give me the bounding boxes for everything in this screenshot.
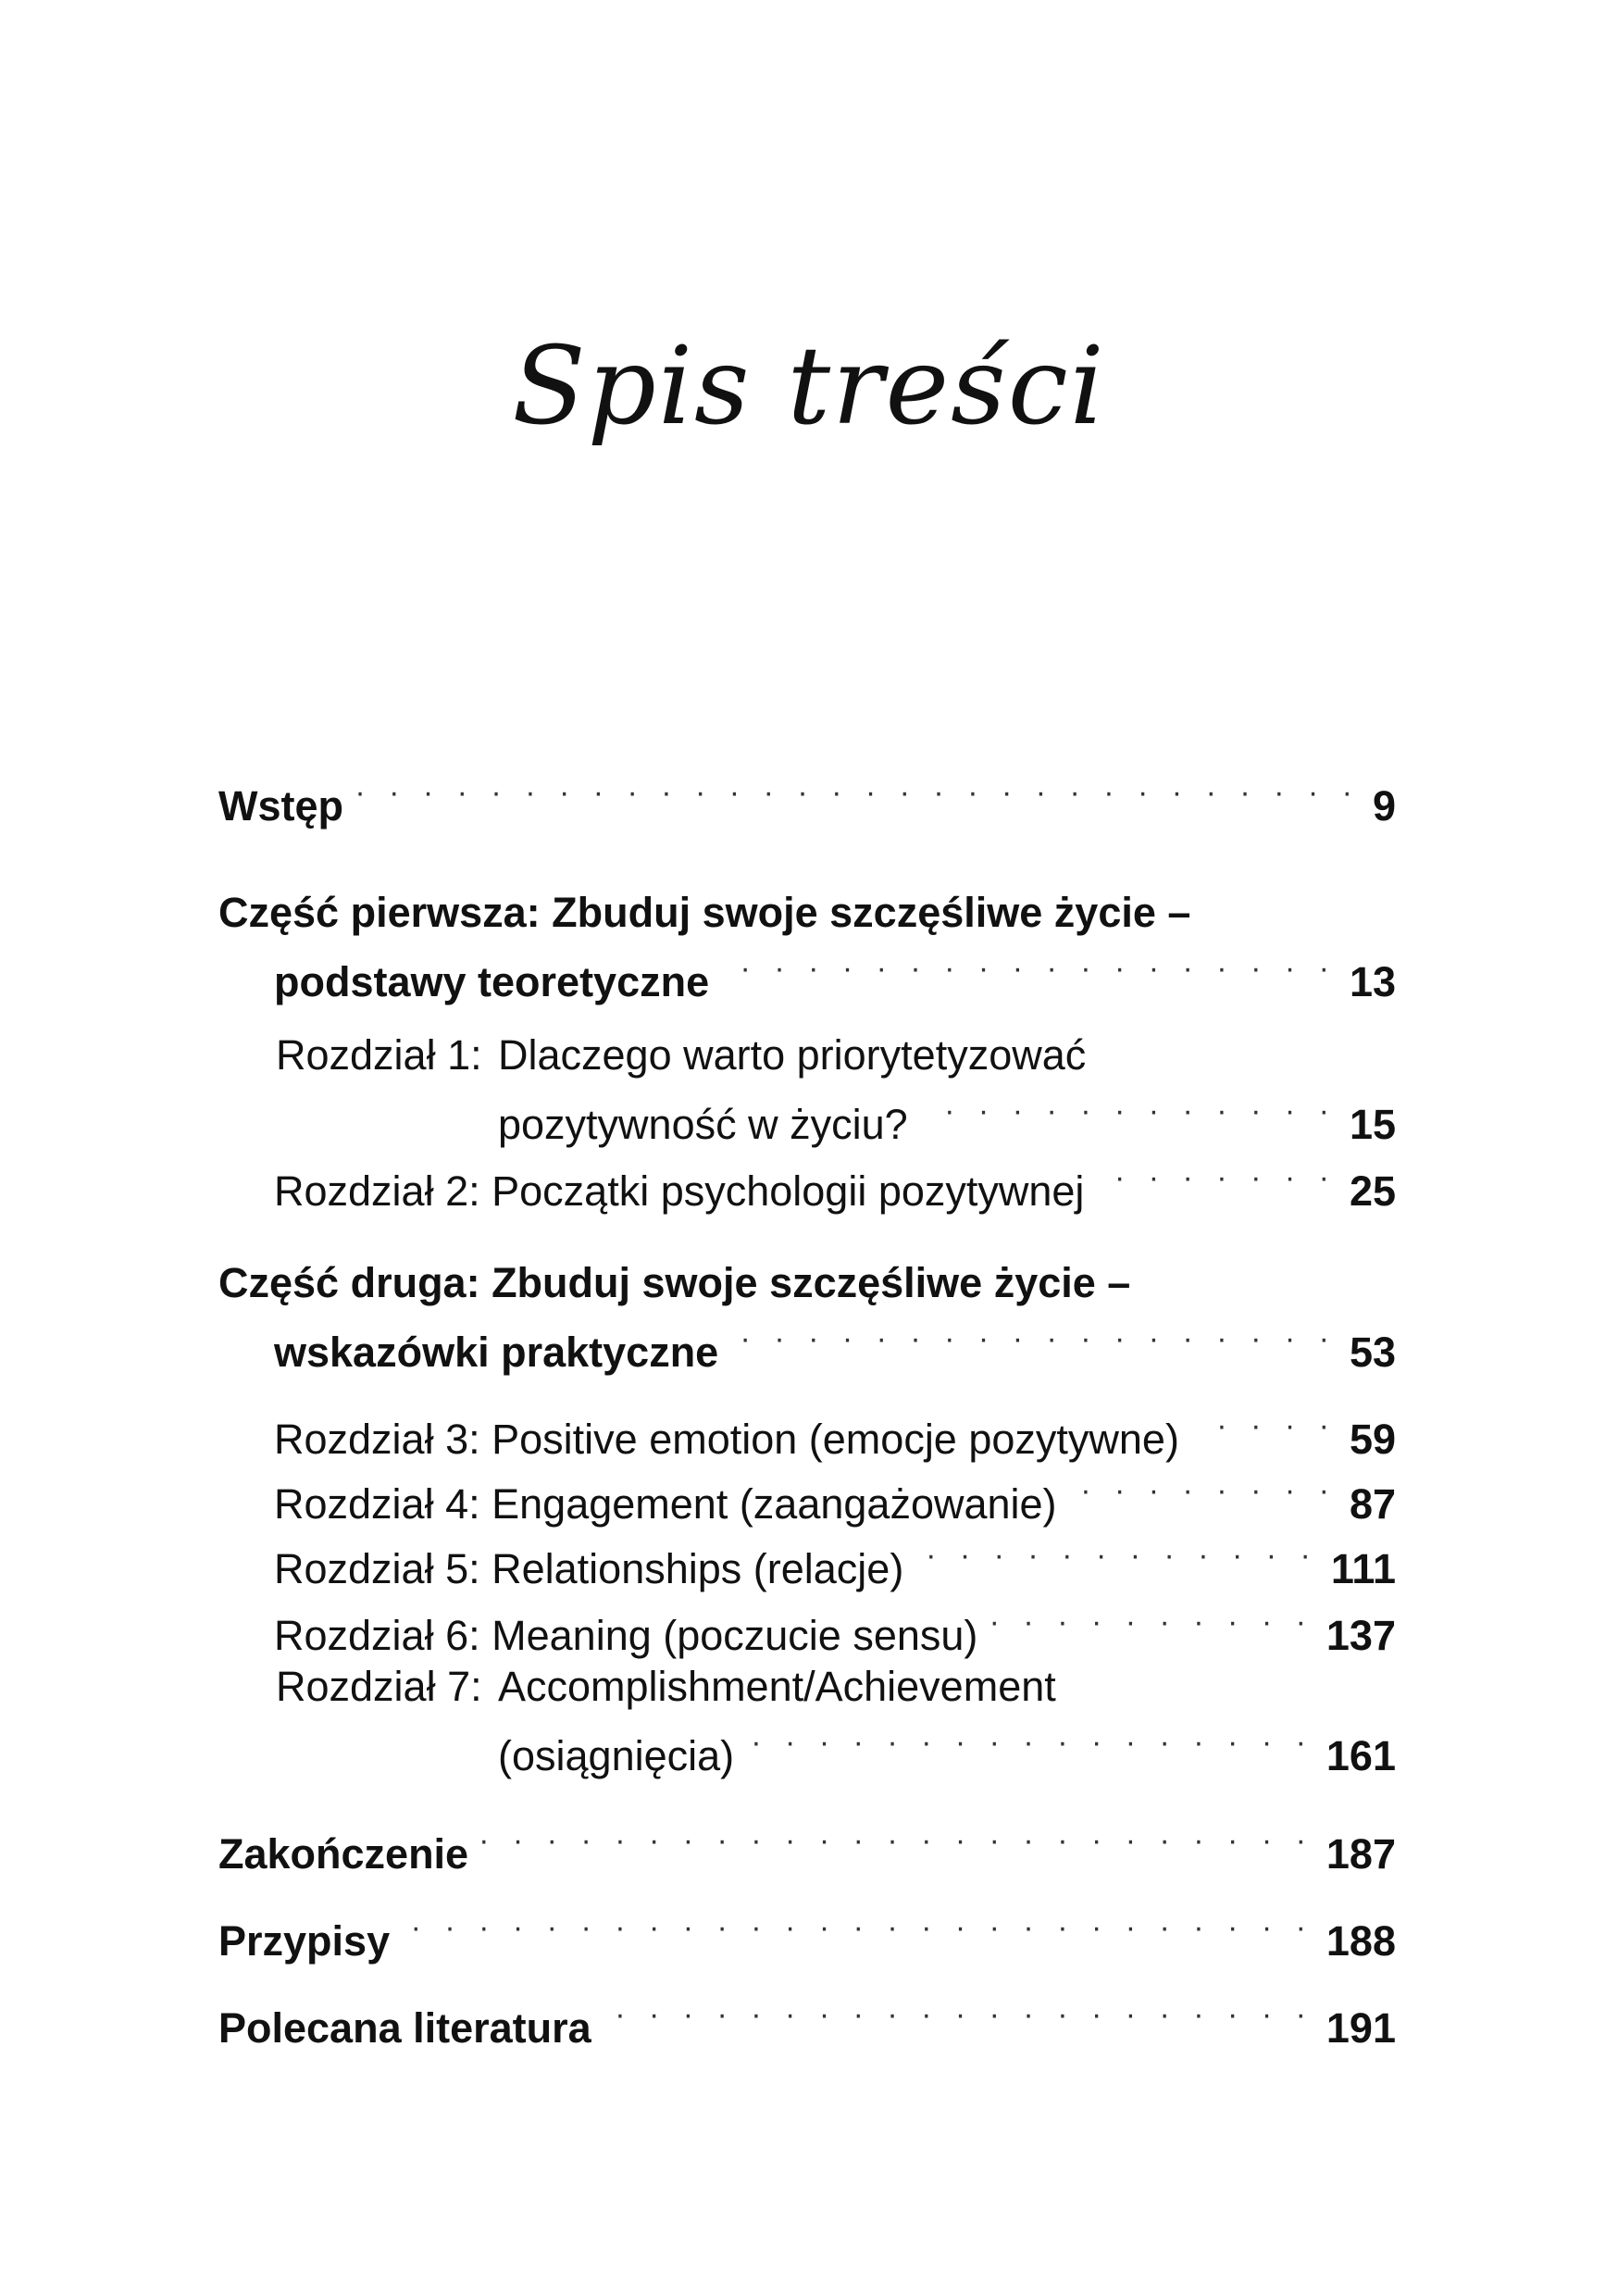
toc-page-number: 191 — [1326, 2004, 1396, 2052]
dot-leader — [990, 1594, 1313, 1650]
page-title: Spis treści — [512, 324, 1106, 449]
toc-page-number: 161 — [1326, 1732, 1396, 1779]
dot-leader — [916, 1528, 1318, 1583]
toc-page-number: 15 — [1349, 1101, 1396, 1148]
toc-page-number: 25 — [1349, 1167, 1396, 1215]
toc-page-number: 53 — [1349, 1329, 1396, 1376]
toc-chapter1-prefix: Rozdział 1: — [276, 1031, 482, 1079]
toc-chapter-prefix: Rozdział 3: — [274, 1416, 480, 1463]
toc-chapter-title: Positive emotion (emocje pozytywne) — [492, 1416, 1179, 1463]
dot-leader — [731, 1311, 1337, 1366]
toc-entry-label — [274, 1541, 903, 1597]
toc-entry-label: wskazówki praktyczne — [274, 1329, 719, 1376]
dot-leader — [604, 1987, 1313, 2042]
dot-leader — [1070, 1463, 1337, 1518]
dot-leader — [747, 1715, 1313, 1770]
toc-entry-label: Przypisy — [218, 1917, 391, 1965]
toc-chapter7-line1[interactable]: Accomplishment/Achievement — [498, 1663, 1056, 1710]
toc-entry-chapter3[interactable] — [274, 1398, 1396, 1463]
toc-chapter-title: Meaning (poczucie sensu) — [492, 1612, 978, 1659]
toc-chapter1-line1[interactable]: Dlaczego warto priorytetyzować — [498, 1031, 1087, 1079]
toc-entry-label: podstawy teoretyczne — [274, 958, 710, 1005]
toc-entry-label — [274, 1164, 1084, 1219]
toc-page-number: 188 — [1326, 1917, 1396, 1965]
toc-entry-intro[interactable] — [218, 765, 1396, 830]
toc-page-number: 13 — [1349, 958, 1396, 1005]
toc-entry-literature[interactable] — [218, 1987, 1396, 2052]
toc-chapter7-prefix: Rozdział 7: — [276, 1663, 482, 1710]
toc-entry-chapter7[interactable] — [498, 1715, 1396, 1779]
dot-leader — [1192, 1398, 1337, 1454]
toc-chapter-title: Engagement (zaangażowanie) — [492, 1480, 1057, 1528]
toc-page-number: 9 — [1372, 782, 1396, 830]
toc-chapter-title: Relationships (relacje) — [492, 1545, 904, 1592]
toc-entry-chapter4[interactable] — [274, 1463, 1396, 1528]
toc-page-number: 111 — [1330, 1545, 1396, 1592]
dot-leader — [403, 1900, 1313, 1955]
toc-entry-chapter1[interactable] — [498, 1083, 1396, 1148]
toc-entry-notes[interactable] — [218, 1900, 1396, 1965]
dot-leader — [1097, 1150, 1337, 1205]
toc-page-number: 137 — [1326, 1612, 1396, 1659]
toc-chapter-prefix: Rozdział 4: — [274, 1480, 480, 1528]
toc-entry-chapter5[interactable] — [274, 1528, 1396, 1592]
toc-chapter-title: Początki psychologii pozytywnej — [492, 1167, 1085, 1215]
toc-page-number: 187 — [1326, 1830, 1396, 1878]
toc-entry-part2[interactable] — [274, 1311, 1396, 1376]
toc-entry-chapter6[interactable] — [274, 1594, 1396, 1659]
toc-page-number: 59 — [1349, 1416, 1396, 1463]
toc-entry-label — [274, 1412, 1179, 1467]
dot-leader — [921, 1083, 1337, 1139]
toc-chapter-prefix: Rozdział 2: — [274, 1167, 480, 1215]
dot-leader — [356, 765, 1360, 820]
toc-entry-label: Wstęp — [218, 782, 343, 830]
toc-entry-label: Polecana literatura — [218, 2004, 591, 2052]
toc-chapter-prefix: Rozdział 5: — [274, 1545, 480, 1592]
toc-entry-label — [274, 1477, 1057, 1532]
toc-entry-chapter2[interactable] — [274, 1150, 1396, 1215]
toc-entry-label: (osiągnięcia) — [498, 1732, 735, 1779]
toc-entry-label: pozytywność w życiu? — [498, 1101, 908, 1148]
dot-leader — [722, 941, 1337, 996]
toc-chapter-prefix: Rozdział 6: — [274, 1612, 480, 1659]
toc-entry-label — [274, 1608, 977, 1664]
toc-page-number: 87 — [1349, 1480, 1396, 1528]
toc-part2-line1[interactable]: Część druga: Zbuduj swoje szczęśliwe życie – — [218, 1259, 1131, 1306]
toc-part1-line1[interactable]: Część pierwsza: Zbuduj swoje szczęśliwe życie – — [218, 889, 1191, 936]
toc-entry-label: Zakończenie — [218, 1830, 469, 1878]
dot-leader — [481, 1813, 1313, 1868]
toc-entry-ending[interactable] — [218, 1813, 1396, 1878]
toc-entry-part1[interactable] — [274, 941, 1396, 1005]
